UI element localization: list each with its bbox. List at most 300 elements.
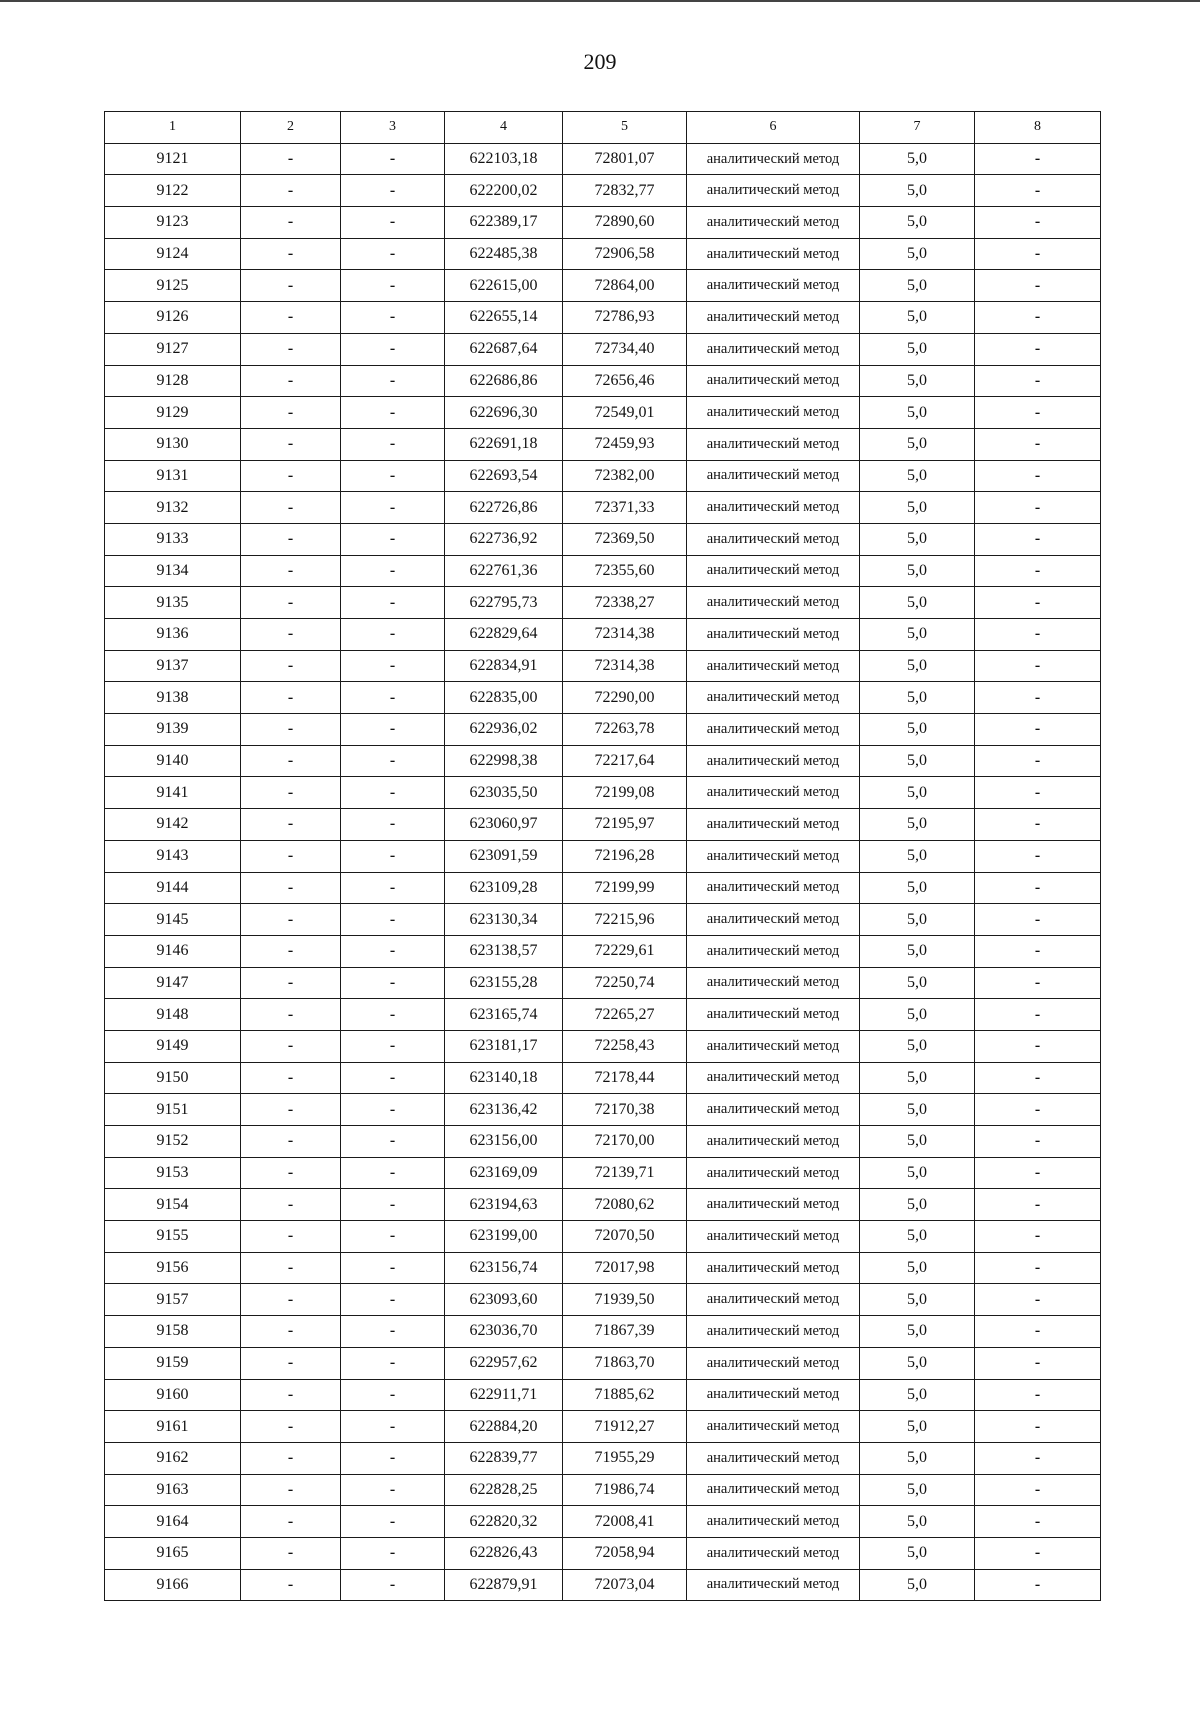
- table-row: [105, 935, 1101, 967]
- cell-point-number: 9141: [105, 777, 241, 809]
- table-row: [105, 1347, 1101, 1379]
- table-row: [105, 682, 1101, 714]
- table-row: [105, 1474, 1101, 1506]
- cell-accuracy: 5,0: [860, 1506, 975, 1538]
- cell-col-8: -: [975, 904, 1101, 936]
- cell-accuracy: 5,0: [860, 238, 975, 270]
- cell-accuracy: 5,0: [860, 302, 975, 334]
- cell-coord-x: 623138,57: [445, 935, 563, 967]
- cell-col-8: -: [975, 1252, 1101, 1284]
- cell-col-8: -: [975, 238, 1101, 270]
- cell-accuracy: 5,0: [860, 872, 975, 904]
- cell-accuracy: 5,0: [860, 460, 975, 492]
- cell-col-2: -: [241, 650, 341, 682]
- table-row: [105, 1284, 1101, 1316]
- cell-point-number: 9140: [105, 745, 241, 777]
- table-row: [105, 207, 1101, 239]
- cell-col-8: -: [975, 999, 1101, 1031]
- table-row: [105, 777, 1101, 809]
- cell-method: аналитический метод: [687, 302, 860, 334]
- cell-accuracy: 5,0: [860, 1442, 975, 1474]
- cell-col-3: -: [341, 333, 445, 365]
- cell-point-number: 9126: [105, 302, 241, 334]
- cell-col-2: -: [241, 175, 341, 207]
- cell-col-2: -: [241, 1379, 341, 1411]
- table-row: [105, 872, 1101, 904]
- cell-col-8: -: [975, 1379, 1101, 1411]
- table-row: [105, 1506, 1101, 1538]
- cell-coord-y: 72217,64: [563, 745, 687, 777]
- cell-accuracy: 5,0: [860, 555, 975, 587]
- table-row: [105, 302, 1101, 334]
- cell-accuracy: 5,0: [860, 840, 975, 872]
- cell-coord-y: 72801,07: [563, 143, 687, 175]
- cell-accuracy: 5,0: [860, 714, 975, 746]
- cell-col-8: -: [975, 1030, 1101, 1062]
- cell-method: аналитический метод: [687, 1157, 860, 1189]
- cell-coord-y: 72338,27: [563, 587, 687, 619]
- cell-coord-x: 623035,50: [445, 777, 563, 809]
- cell-col-3: -: [341, 1030, 445, 1062]
- cell-method: аналитический метод: [687, 1474, 860, 1506]
- cell-col-3: -: [341, 714, 445, 746]
- cell-col-8: -: [975, 1506, 1101, 1538]
- cell-col-2: -: [241, 1316, 341, 1348]
- cell-accuracy: 5,0: [860, 999, 975, 1031]
- cell-coord-x: 622691,18: [445, 428, 563, 460]
- cell-accuracy: 5,0: [860, 809, 975, 841]
- table-row: [105, 238, 1101, 270]
- cell-method: аналитический метод: [687, 1252, 860, 1284]
- cell-col-3: -: [341, 809, 445, 841]
- cell-accuracy: 5,0: [860, 492, 975, 524]
- cell-coord-x: 623155,28: [445, 967, 563, 999]
- cell-col-8: -: [975, 492, 1101, 524]
- cell-col-2: -: [241, 492, 341, 524]
- cell-coord-y: 72369,50: [563, 523, 687, 555]
- cell-col-2: -: [241, 1252, 341, 1284]
- cell-col-2: -: [241, 1126, 341, 1158]
- cell-col-3: -: [341, 1221, 445, 1253]
- cell-coord-y: 71939,50: [563, 1284, 687, 1316]
- cell-coord-y: 72263,78: [563, 714, 687, 746]
- cell-accuracy: 5,0: [860, 207, 975, 239]
- cell-method: аналитический метод: [687, 967, 860, 999]
- cell-point-number: 9146: [105, 935, 241, 967]
- cell-col-3: -: [341, 270, 445, 302]
- cell-accuracy: 5,0: [860, 745, 975, 777]
- cell-col-2: -: [241, 1189, 341, 1221]
- cell-accuracy: 5,0: [860, 935, 975, 967]
- cell-col-2: -: [241, 523, 341, 555]
- cell-col-2: -: [241, 333, 341, 365]
- cell-coord-x: 623199,00: [445, 1221, 563, 1253]
- cell-col-2: -: [241, 1062, 341, 1094]
- table-row: [105, 714, 1101, 746]
- cell-point-number: 9143: [105, 840, 241, 872]
- cell-method: аналитический метод: [687, 428, 860, 460]
- cell-col-3: -: [341, 175, 445, 207]
- cell-coord-x: 623060,97: [445, 809, 563, 841]
- cell-col-3: -: [341, 365, 445, 397]
- cell-col-3: -: [341, 1474, 445, 1506]
- page-top-edge: [0, 0, 1200, 2]
- cell-method: аналитический метод: [687, 650, 860, 682]
- cell-coord-x: 622829,64: [445, 619, 563, 651]
- cell-coord-x: 622936,02: [445, 714, 563, 746]
- cell-method: аналитический метод: [687, 999, 860, 1031]
- cell-col-8: -: [975, 1189, 1101, 1221]
- cell-coord-x: 622884,20: [445, 1411, 563, 1443]
- cell-method: аналитический метод: [687, 207, 860, 239]
- column-header-4: 4: [445, 112, 563, 144]
- cell-accuracy: 5,0: [860, 333, 975, 365]
- cell-coord-y: 72371,33: [563, 492, 687, 524]
- table-row: [105, 1411, 1101, 1443]
- cell-point-number: 9157: [105, 1284, 241, 1316]
- cell-method: аналитический метод: [687, 619, 860, 651]
- cell-col-2: -: [241, 1537, 341, 1569]
- cell-accuracy: 5,0: [860, 650, 975, 682]
- cell-method: аналитический метод: [687, 1442, 860, 1474]
- cell-col-3: -: [341, 1189, 445, 1221]
- cell-coord-y: 71912,27: [563, 1411, 687, 1443]
- cell-col-3: -: [341, 1094, 445, 1126]
- cell-method: аналитический метод: [687, 872, 860, 904]
- cell-col-3: -: [341, 1506, 445, 1538]
- cell-coord-x: 622389,17: [445, 207, 563, 239]
- cell-coord-x: 623130,34: [445, 904, 563, 936]
- cell-point-number: 9129: [105, 397, 241, 429]
- table-row: [105, 1569, 1101, 1601]
- cell-coord-y: 71955,29: [563, 1442, 687, 1474]
- cell-col-8: -: [975, 333, 1101, 365]
- cell-method: аналитический метод: [687, 714, 860, 746]
- table-row: [105, 523, 1101, 555]
- table-row: [105, 587, 1101, 619]
- cell-coord-y: 72070,50: [563, 1221, 687, 1253]
- cell-col-8: -: [975, 1284, 1101, 1316]
- cell-col-2: -: [241, 238, 341, 270]
- table-row: [105, 492, 1101, 524]
- cell-col-2: -: [241, 1506, 341, 1538]
- table-row: [105, 1157, 1101, 1189]
- cell-col-8: -: [975, 840, 1101, 872]
- cell-col-3: -: [341, 1157, 445, 1189]
- cell-coord-y: 72906,58: [563, 238, 687, 270]
- cell-col-2: -: [241, 619, 341, 651]
- cell-coord-y: 72656,46: [563, 365, 687, 397]
- cell-method: аналитический метод: [687, 587, 860, 619]
- table-row: [105, 967, 1101, 999]
- cell-col-3: -: [341, 587, 445, 619]
- cell-point-number: 9155: [105, 1221, 241, 1253]
- cell-method: аналитический метод: [687, 840, 860, 872]
- cell-method: аналитический метод: [687, 935, 860, 967]
- cell-method: аналитический метод: [687, 175, 860, 207]
- cell-coord-x: 622828,25: [445, 1474, 563, 1506]
- cell-point-number: 9159: [105, 1347, 241, 1379]
- cell-col-2: -: [241, 682, 341, 714]
- cell-col-3: -: [341, 745, 445, 777]
- cell-coord-x: 623109,28: [445, 872, 563, 904]
- cell-col-3: -: [341, 238, 445, 270]
- cell-col-3: -: [341, 1347, 445, 1379]
- cell-coord-y: 72178,44: [563, 1062, 687, 1094]
- cell-coord-x: 623136,42: [445, 1094, 563, 1126]
- cell-col-2: -: [241, 143, 341, 175]
- cell-coord-y: 72459,93: [563, 428, 687, 460]
- cell-coord-y: 71885,62: [563, 1379, 687, 1411]
- cell-col-2: -: [241, 745, 341, 777]
- cell-col-8: -: [975, 1411, 1101, 1443]
- cell-col-2: -: [241, 270, 341, 302]
- cell-accuracy: 5,0: [860, 619, 975, 651]
- cell-method: аналитический метод: [687, 745, 860, 777]
- cell-coord-x: 622687,64: [445, 333, 563, 365]
- cell-coord-y: 72139,71: [563, 1157, 687, 1189]
- cell-col-8: -: [975, 714, 1101, 746]
- cell-col-3: -: [341, 492, 445, 524]
- cell-point-number: 9153: [105, 1157, 241, 1189]
- cell-accuracy: 5,0: [860, 1316, 975, 1348]
- cell-coord-y: 72080,62: [563, 1189, 687, 1221]
- cell-col-8: -: [975, 428, 1101, 460]
- cell-point-number: 9158: [105, 1316, 241, 1348]
- cell-coord-x: 622726,86: [445, 492, 563, 524]
- column-header-6: 6: [687, 112, 860, 144]
- cell-col-3: -: [341, 872, 445, 904]
- cell-point-number: 9148: [105, 999, 241, 1031]
- cell-col-3: -: [341, 1284, 445, 1316]
- cell-col-3: -: [341, 1537, 445, 1569]
- cell-accuracy: 5,0: [860, 143, 975, 175]
- cell-point-number: 9144: [105, 872, 241, 904]
- cell-col-8: -: [975, 872, 1101, 904]
- cell-coord-y: 72008,41: [563, 1506, 687, 1538]
- cell-col-2: -: [241, 1094, 341, 1126]
- cell-col-3: -: [341, 523, 445, 555]
- cell-col-8: -: [975, 1126, 1101, 1158]
- cell-method: аналитический метод: [687, 682, 860, 714]
- cell-col-8: -: [975, 270, 1101, 302]
- cell-point-number: 9122: [105, 175, 241, 207]
- cell-method: аналитический метод: [687, 1411, 860, 1443]
- cell-coord-y: 72734,40: [563, 333, 687, 365]
- cell-accuracy: 5,0: [860, 1062, 975, 1094]
- cell-col-2: -: [241, 935, 341, 967]
- table-row: [105, 555, 1101, 587]
- cell-col-2: -: [241, 777, 341, 809]
- cell-col-2: -: [241, 872, 341, 904]
- cell-coord-y: 72864,00: [563, 270, 687, 302]
- cell-method: аналитический метод: [687, 555, 860, 587]
- cell-col-8: -: [975, 650, 1101, 682]
- cell-col-2: -: [241, 555, 341, 587]
- cell-method: аналитический метод: [687, 1379, 860, 1411]
- cell-method: аналитический метод: [687, 143, 860, 175]
- cell-col-2: -: [241, 365, 341, 397]
- page-number: 209: [583, 49, 617, 74]
- cell-method: аналитический метод: [687, 1347, 860, 1379]
- cell-col-8: -: [975, 1062, 1101, 1094]
- cell-coord-y: 72199,08: [563, 777, 687, 809]
- cell-col-8: -: [975, 1569, 1101, 1601]
- cell-col-2: -: [241, 1221, 341, 1253]
- cell-method: аналитический метод: [687, 809, 860, 841]
- cell-coord-x: 623194,63: [445, 1189, 563, 1221]
- cell-coord-x: 622103,18: [445, 143, 563, 175]
- cell-point-number: 9123: [105, 207, 241, 239]
- cell-accuracy: 5,0: [860, 1094, 975, 1126]
- cell-col-8: -: [975, 1442, 1101, 1474]
- cell-coord-x: 622835,00: [445, 682, 563, 714]
- cell-accuracy: 5,0: [860, 1347, 975, 1379]
- cell-method: аналитический метод: [687, 270, 860, 302]
- cell-coord-x: 622693,54: [445, 460, 563, 492]
- table-row: [105, 428, 1101, 460]
- cell-coord-x: 622957,62: [445, 1347, 563, 1379]
- cell-point-number: 9131: [105, 460, 241, 492]
- cell-coord-x: 623181,17: [445, 1030, 563, 1062]
- column-header-8: 8: [975, 112, 1101, 144]
- cell-accuracy: 5,0: [860, 365, 975, 397]
- cell-coord-y: 72017,98: [563, 1252, 687, 1284]
- cell-col-3: -: [341, 999, 445, 1031]
- cell-coord-x: 623169,09: [445, 1157, 563, 1189]
- cell-accuracy: 5,0: [860, 1474, 975, 1506]
- cell-accuracy: 5,0: [860, 1569, 975, 1601]
- column-header-7: 7: [860, 112, 975, 144]
- cell-coord-y: 72786,93: [563, 302, 687, 334]
- cell-point-number: 9137: [105, 650, 241, 682]
- cell-col-3: -: [341, 840, 445, 872]
- cell-col-2: -: [241, 1157, 341, 1189]
- table-row: [105, 650, 1101, 682]
- cell-accuracy: 5,0: [860, 587, 975, 619]
- cell-coord-x: 622655,14: [445, 302, 563, 334]
- cell-col-8: -: [975, 302, 1101, 334]
- table-row: [105, 840, 1101, 872]
- cell-coord-x: 622998,38: [445, 745, 563, 777]
- cell-coord-x: 623165,74: [445, 999, 563, 1031]
- cell-method: аналитический метод: [687, 1030, 860, 1062]
- cell-coord-x: 622879,91: [445, 1569, 563, 1601]
- cell-coord-x: 623140,18: [445, 1062, 563, 1094]
- cell-method: аналитический метод: [687, 492, 860, 524]
- cell-col-8: -: [975, 1474, 1101, 1506]
- cell-method: аналитический метод: [687, 1221, 860, 1253]
- table-row: [105, 619, 1101, 651]
- cell-col-2: -: [241, 1474, 341, 1506]
- cell-point-number: 9163: [105, 1474, 241, 1506]
- cell-col-2: -: [241, 1284, 341, 1316]
- cell-coord-y: 72229,61: [563, 935, 687, 967]
- cell-coord-y: 72073,04: [563, 1569, 687, 1601]
- table-row: [105, 1126, 1101, 1158]
- cell-point-number: 9138: [105, 682, 241, 714]
- cell-col-2: -: [241, 460, 341, 492]
- cell-col-2: -: [241, 1411, 341, 1443]
- cell-point-number: 9133: [105, 523, 241, 555]
- cell-col-3: -: [341, 143, 445, 175]
- cell-col-2: -: [241, 967, 341, 999]
- cell-method: аналитический метод: [687, 1569, 860, 1601]
- cell-col-8: -: [975, 460, 1101, 492]
- cell-coord-y: 72890,60: [563, 207, 687, 239]
- cell-point-number: 9162: [105, 1442, 241, 1474]
- table-row: [105, 999, 1101, 1031]
- cell-point-number: 9121: [105, 143, 241, 175]
- cell-method: аналитический метод: [687, 1189, 860, 1221]
- cell-col-8: -: [975, 1316, 1101, 1348]
- cell-col-8: -: [975, 1347, 1101, 1379]
- cell-col-3: -: [341, 935, 445, 967]
- cell-coord-x: 623093,60: [445, 1284, 563, 1316]
- cell-coord-x: 622200,02: [445, 175, 563, 207]
- cell-col-3: -: [341, 302, 445, 334]
- cell-col-8: -: [975, 587, 1101, 619]
- cell-col-8: -: [975, 207, 1101, 239]
- cell-col-3: -: [341, 397, 445, 429]
- cell-col-8: -: [975, 1221, 1101, 1253]
- cell-point-number: 9154: [105, 1189, 241, 1221]
- cell-coord-y: 72195,97: [563, 809, 687, 841]
- cell-point-number: 9165: [105, 1537, 241, 1569]
- cell-method: аналитический метод: [687, 523, 860, 555]
- cell-point-number: 9142: [105, 809, 241, 841]
- cell-col-2: -: [241, 1569, 341, 1601]
- column-header-2: 2: [241, 112, 341, 144]
- cell-col-3: -: [341, 682, 445, 714]
- table-row: [105, 1379, 1101, 1411]
- cell-coord-x: 622795,73: [445, 587, 563, 619]
- cell-coord-x: 623036,70: [445, 1316, 563, 1348]
- cell-accuracy: 5,0: [860, 1411, 975, 1443]
- cell-col-2: -: [241, 809, 341, 841]
- cell-coord-x: 622820,32: [445, 1506, 563, 1538]
- cell-coord-x: 622761,36: [445, 555, 563, 587]
- table-row: [105, 397, 1101, 429]
- coordinates-table: [104, 111, 1101, 1601]
- cell-col-3: -: [341, 650, 445, 682]
- cell-accuracy: 5,0: [860, 1189, 975, 1221]
- cell-accuracy: 5,0: [860, 1030, 975, 1062]
- cell-col-8: -: [975, 777, 1101, 809]
- cell-col-2: -: [241, 840, 341, 872]
- cell-col-3: -: [341, 1126, 445, 1158]
- cell-accuracy: 5,0: [860, 777, 975, 809]
- cell-method: аналитический метод: [687, 777, 860, 809]
- cell-coord-x: 623091,59: [445, 840, 563, 872]
- cell-coord-y: 72199,99: [563, 872, 687, 904]
- cell-col-2: -: [241, 207, 341, 239]
- column-header-5: 5: [563, 112, 687, 144]
- cell-accuracy: 5,0: [860, 397, 975, 429]
- cell-col-2: -: [241, 1442, 341, 1474]
- cell-col-3: -: [341, 1411, 445, 1443]
- column-header-1: 1: [105, 112, 241, 144]
- table-row: [105, 904, 1101, 936]
- table-row: [105, 1316, 1101, 1348]
- cell-coord-x: 622834,91: [445, 650, 563, 682]
- cell-coord-x: 622615,00: [445, 270, 563, 302]
- cell-point-number: 9135: [105, 587, 241, 619]
- cell-method: аналитический метод: [687, 1094, 860, 1126]
- cell-coord-x: 622911,71: [445, 1379, 563, 1411]
- cell-col-3: -: [341, 207, 445, 239]
- cell-col-8: -: [975, 397, 1101, 429]
